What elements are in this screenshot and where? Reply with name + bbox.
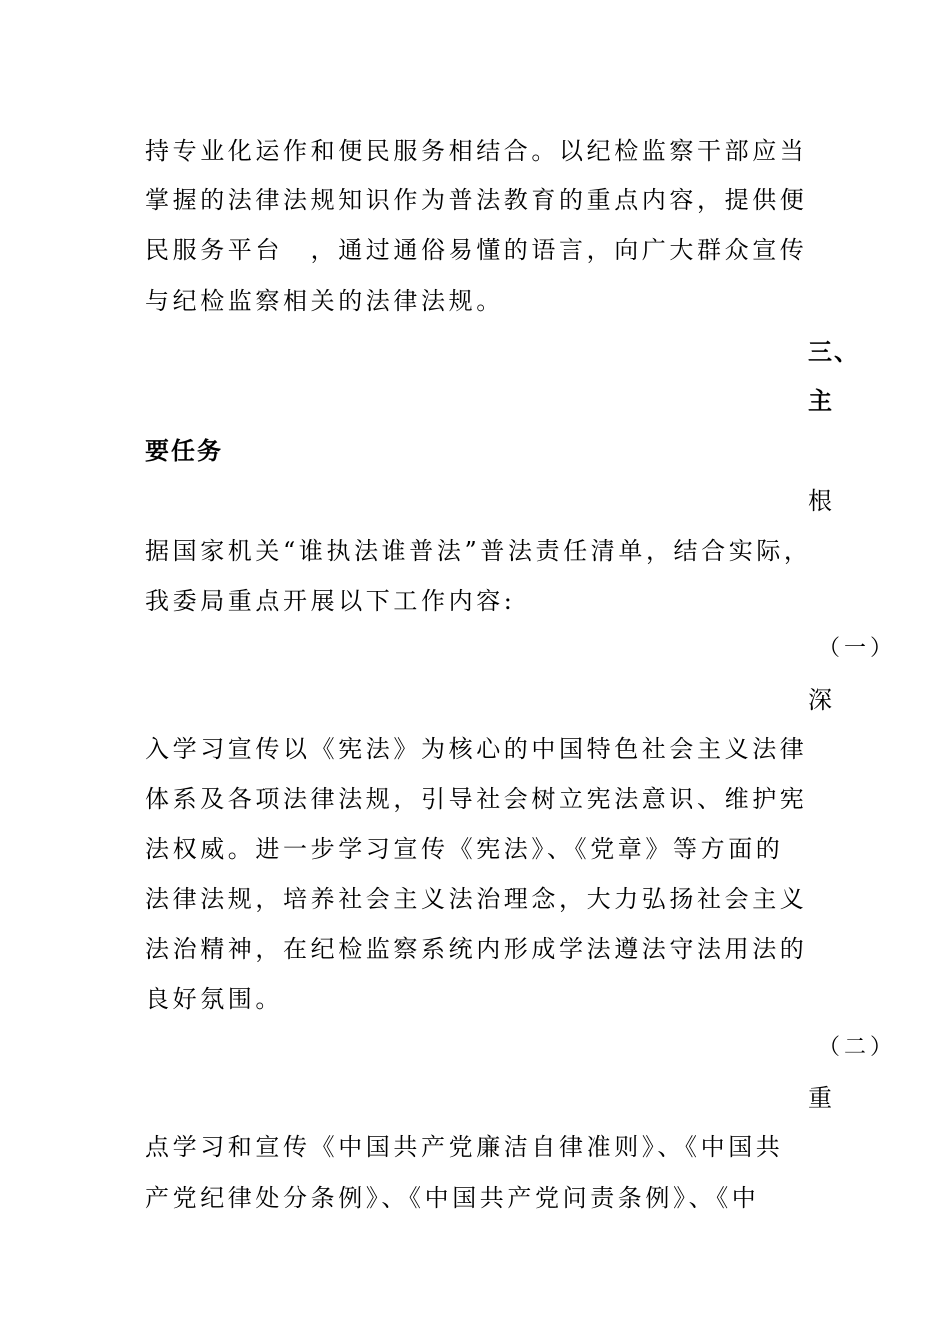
item1-line-1: 入学习宣传以《宪法》为核心的中国特色社会主义法律	[145, 735, 808, 763]
intro-line-2: 我委局重点开展以下工作内容:	[145, 587, 516, 615]
para1-line-4: 与纪检监察相关的法律法规。	[145, 287, 504, 315]
item2-first-char: 重	[808, 1084, 832, 1112]
item1-number: （一）	[818, 636, 897, 661]
item2-line-1: 点学习和宣传《中国共产党廉洁自律准则》、《中国共	[145, 1133, 784, 1161]
item1-line-4: 法律法规，培养社会主义法治理念，大力弘扬社会主义	[145, 885, 808, 913]
para1-line-2: 掌握的法律法规知识作为普法教育的重点内容，提供便	[145, 186, 808, 214]
item1-line-5: 法治精神，在纪检监察系统内形成学法遵法守法用法的	[145, 935, 808, 963]
section3-heading-rest: 要任务	[145, 437, 223, 465]
section3-heading-number: 三、	[808, 338, 860, 366]
para1-line-3: 民服务平台 ，通过通俗易懂的语言，向广大群众宣传	[145, 236, 808, 264]
para1-line-1: 持专业化运作和便民服务相结合。以纪检监察干部应当	[145, 137, 808, 165]
intro-line-1: 据国家机关“谁执法谁普法”普法责任清单，结合实际，	[145, 537, 812, 565]
item1-line-6: 良好氛围。	[145, 985, 283, 1013]
item1-first-char: 深	[808, 686, 832, 714]
item2-line-2: 产党纪律处分条例》、《中国共产党问责条例》、《中	[145, 1184, 760, 1212]
section3-heading-char: 主	[808, 387, 834, 415]
item2-number: （二）	[818, 1035, 897, 1060]
intro-first-char: 根	[808, 487, 832, 515]
item1-line-2: 体系及各项法律法规，引导社会树立宪法意识、维护宪	[145, 785, 808, 813]
item1-line-3: 法权威。进一步学习宣传《宪法》、《党章》等方面的	[145, 835, 784, 863]
